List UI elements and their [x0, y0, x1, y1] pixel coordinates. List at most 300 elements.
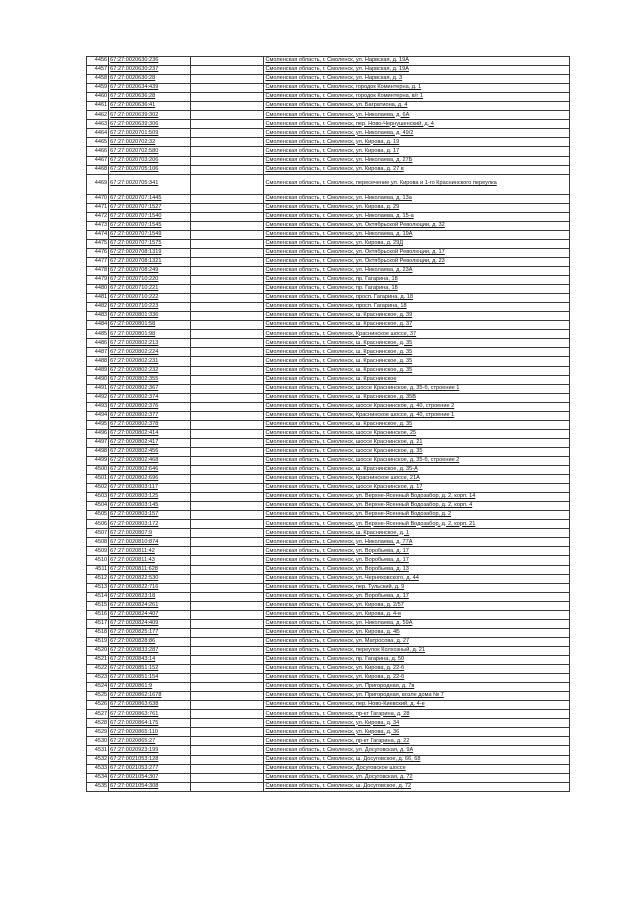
cadastral-number-cell: [109, 701, 191, 710]
empty-cell: [190, 601, 264, 610]
cadastral-number-cell: [109, 737, 191, 746]
empty-cell: [190, 66, 264, 75]
table-row: [87, 674, 570, 683]
empty-cell: [190, 221, 264, 230]
cadastral-number-cell-text: 67:27:0020863:638: [110, 701, 159, 708]
address-cell-text: Смоленская область, г. Смоленск, ул. Николаева, д. 13а: [265, 194, 412, 201]
address-cell-text: Смоленская область, г. Смоленск, ул. Воробьева, д. 17: [265, 556, 409, 563]
cadastral-number-cell-text: 67:27:0020822:530: [110, 574, 159, 581]
address-cell: [264, 120, 570, 129]
address-cell: [264, 583, 570, 592]
cadastral-number-cell-text: 67:27:0020703:206: [110, 156, 159, 163]
cadastral-number-cell: [109, 475, 191, 484]
empty-cell: [190, 710, 264, 719]
cadastral-number-cell-text: 67:27:0020707:1545: [110, 221, 162, 228]
table-row: [87, 339, 570, 348]
row-number-cell: 4516: [87, 610, 109, 619]
cadastral-number-cell-text: 67:27:0020802:374: [110, 393, 159, 400]
address-cell: [264, 574, 570, 583]
cadastral-number-cell-text: 67:27:0020802:232: [110, 366, 159, 373]
cadastral-number-cell: [109, 692, 191, 701]
table-row: [87, 511, 570, 520]
table-row: [87, 194, 570, 203]
address-cell-text: Смоленская область, г. Смоленск, Краснинское шоссе, 37: [265, 330, 417, 337]
empty-cell: [190, 165, 264, 174]
row-number-cell: 4526: [87, 701, 109, 710]
cadastral-number-cell-text: 67:27:0020707:1575: [110, 240, 162, 247]
address-cell-text: Смоленская область, г. Смоленск, ул. Верхне-Ясенный Водозабор, д. 2: [265, 511, 452, 518]
table-row: [87, 728, 570, 737]
cadastral-number-cell: [109, 466, 191, 475]
address-cell: [264, 646, 570, 655]
row-number-cell: 4507: [87, 529, 109, 538]
row-number-cell: 4503: [87, 493, 109, 502]
address-cell: [264, 420, 570, 429]
row-number-cell: 4500: [87, 466, 109, 475]
cadastral-number-cell-text: 67:27:0020865:27: [110, 737, 156, 744]
empty-cell: [190, 248, 264, 257]
address-cell-text: Смоленская область, г. Смоленск, пр. Гагарина, 18: [265, 285, 398, 292]
empty-cell: [190, 556, 264, 565]
row-number-cell: 4524: [87, 683, 109, 692]
table-row: [87, 447, 570, 456]
cadastral-number-cell: [109, 138, 191, 147]
cadastral-number-cell-text: 67:27:0020824:407: [110, 610, 159, 617]
table-row: [87, 330, 570, 339]
row-number-cell: 4470: [87, 194, 109, 203]
empty-cell: [190, 339, 264, 348]
address-cell: [264, 592, 570, 601]
address-cell: [264, 601, 570, 610]
address-cell: [264, 511, 570, 520]
address-cell: [264, 520, 570, 529]
cadastral-number-cell: [109, 529, 191, 538]
address-cell-text: Смоленская область, г. Смоленск, ул. Досуговская, д. 72: [265, 773, 413, 780]
address-cell: [264, 728, 570, 737]
table-row: [87, 701, 570, 710]
table-row: [87, 710, 570, 719]
cadastral-number-cell: [109, 411, 191, 420]
cadastral-number-cell: [109, 156, 191, 165]
cadastral-number-cell-text: 67:27:0020630:236: [110, 57, 159, 64]
address-cell-text: Смоленская область, г. Смоленск, ш. Досуговское, д. 72: [265, 782, 412, 789]
address-cell: [264, 75, 570, 84]
address-cell: [264, 701, 570, 710]
address-cell-text: Смоленская область, г. Смоленск, Краснинское шоссе, 21А: [265, 475, 420, 482]
address-cell-text: Смоленская область, г. Смоленск, пр. Гагарина, 18: [265, 276, 398, 283]
address-cell: [264, 348, 570, 357]
address-cell: [264, 203, 570, 212]
address-cell-text: Смоленская область, г. Смоленск, ул. Нарвская, д. 19А: [265, 66, 409, 73]
table-row: [87, 120, 570, 129]
address-cell: [264, 230, 570, 239]
cadastral-number-cell: [109, 203, 191, 212]
address-cell-text: Смоленская область, г. Смоленск, ш. Краснинское, д. 35: [265, 357, 413, 364]
empty-cell: [190, 674, 264, 683]
address-cell-text: Смоленская область, г. Смоленск, ул. Кирова, д. 27 в: [265, 165, 404, 172]
row-number-cell: 4482: [87, 303, 109, 312]
row-number-cell: 4504: [87, 502, 109, 511]
table-row: [87, 420, 570, 429]
address-cell-text: Смоленская область, г. Смоленск, пер. Ново-Киевский, д. 4-е: [265, 701, 425, 708]
address-cell-text: Смоленская область, г. Смоленск, ул. Воробьева, д. 17: [265, 547, 409, 554]
cadastral-number-cell: [109, 366, 191, 375]
cadastral-number-cell-text: 67:27:0020710:223: [110, 303, 159, 310]
cadastral-number-cell-text: 67:27:0020811:628: [110, 565, 158, 572]
row-number-cell: 4529: [87, 728, 109, 737]
table-row: [87, 665, 570, 674]
table-row: [87, 276, 570, 285]
address-cell: [264, 375, 570, 384]
cadastral-number-cell: [109, 674, 191, 683]
address-cell-text: Смоленская область, г. Смоленск, ул. Николаева, д. 23А: [265, 267, 413, 274]
cadastral-number-cell: [109, 764, 191, 773]
address-cell: [264, 782, 570, 791]
row-number-cell: 4518: [87, 628, 109, 637]
address-cell: [264, 294, 570, 303]
row-number-cell: 4496: [87, 429, 109, 438]
cadastral-number-cell: [109, 438, 191, 447]
register-table: [86, 56, 570, 792]
empty-cell: [190, 475, 264, 484]
empty-cell: [190, 656, 264, 665]
cadastral-number-cell-text: 67:27:0020803:125: [110, 493, 159, 500]
address-cell: [264, 429, 570, 438]
cadastral-number-cell: [109, 276, 191, 285]
cadastral-number-cell: [109, 129, 191, 138]
cadastral-number-cell: [109, 212, 191, 221]
cadastral-number-cell-text: 67:27:0020864:175: [110, 719, 159, 726]
address-cell-text: Смоленская область, г. Смоленск, пр-кт Гагарина, д. 22: [265, 737, 410, 744]
cadastral-number-cell: [109, 610, 191, 619]
address-cell: [264, 156, 570, 165]
cadastral-number-cell-text: 67:27:0020825:177: [110, 629, 159, 636]
cadastral-number-cell: [109, 93, 191, 102]
empty-cell: [190, 646, 264, 655]
cadastral-number-cell: [109, 194, 191, 203]
row-number-cell: 4460: [87, 93, 109, 102]
address-cell-text: Смоленская область, г. Смоленск, пр. Гагарина, д. 50: [265, 656, 405, 663]
row-number-cell: 4517: [87, 619, 109, 628]
address-cell-text: Смоленская область, г. Смоленск, ул. Матросова, д. 27: [265, 638, 410, 645]
cadastral-number-cell-text: 67:27:0020833:287: [110, 647, 159, 654]
cadastral-number-cell-text: 67:27:0020630:237: [110, 66, 159, 73]
empty-cell: [190, 493, 264, 502]
row-number-cell: 4535: [87, 782, 109, 791]
cadastral-number-cell: [109, 719, 191, 728]
table-row: [87, 212, 570, 221]
cadastral-number-cell: [109, 583, 191, 592]
table-row: [87, 646, 570, 655]
cadastral-number-cell: [109, 402, 191, 411]
row-number-cell: 4459: [87, 84, 109, 93]
address-cell-text: Смоленская область, г. Смоленск, Досуговское шоссе: [265, 764, 406, 771]
cadastral-number-cell-text: 67:27:0020707:1549: [110, 231, 162, 238]
empty-cell: [190, 257, 264, 266]
table-row: [87, 303, 570, 312]
row-number-cell: 4483: [87, 312, 109, 321]
cadastral-number-cell-text: 67:27:0020863:761: [110, 710, 159, 717]
address-cell-text: Смоленская область, г. Смоленск, шоссе Краснинское, 25: [265, 430, 417, 437]
address-cell-text: Смоленская область, г. Смоленск, ул. Воробьева, д. 13: [265, 565, 409, 572]
empty-cell: [190, 420, 264, 429]
row-number-cell: 4522: [87, 665, 109, 674]
empty-cell: [190, 203, 264, 212]
empty-cell: [190, 285, 264, 294]
cadastral-number-cell-text: 67:27:0020807:9: [110, 529, 153, 536]
empty-cell: [190, 764, 264, 773]
address-cell-text: Смоленская область, г. Смоленск, ш. Краснинское, д. 35В: [265, 393, 416, 400]
table-row: [87, 147, 570, 156]
table-row: [87, 321, 570, 330]
address-cell-text: Смоленская область, г. Смоленск, ул. Николаева, д. 27Б: [265, 156, 413, 163]
address-cell-text: Смоленская область, г. Смоленск, шоссе Краснинское, д. 35: [265, 448, 423, 455]
address-cell: [264, 321, 570, 330]
address-cell-text: Смоленская область, г. Смоленск, ул. Верхне-Ясенный Водозабор, д. 2, корп. 14: [265, 493, 476, 500]
address-cell-text: Смоленская область, г. Смоленск, просп. Гагарина, 18: [265, 303, 407, 310]
cadastral-number-cell-text: 67:27:0020708:1319: [110, 249, 162, 256]
table-row: [87, 493, 570, 502]
empty-cell: [190, 773, 264, 782]
cadastral-number-cell: [109, 348, 191, 357]
address-cell: [264, 257, 570, 266]
row-number-cell: 4521: [87, 656, 109, 665]
address-cell-text: Смоленская область, г. Смоленск, ш. Краснинское: [265, 375, 397, 382]
address-cell: [264, 674, 570, 683]
cadastral-number-cell: [109, 773, 191, 782]
address-cell-text: Смоленская область, г. Смоленск, городок Коминтерна, д. 1: [265, 84, 422, 91]
table-row: [87, 129, 570, 138]
cadastral-number-cell-text: 67:27:0020802:355: [110, 375, 159, 382]
cadastral-number-cell: [109, 147, 191, 156]
row-number-cell: 4527: [87, 710, 109, 719]
empty-cell: [190, 701, 264, 710]
cadastral-number-cell-text: 67:27:0020810:874: [110, 538, 159, 545]
cadastral-number-cell-text: 67:27:0020802:468: [110, 457, 159, 464]
address-cell: [264, 628, 570, 637]
row-number-cell: 4523: [87, 674, 109, 683]
empty-cell: [190, 520, 264, 529]
cadastral-number-cell-text: 67:27:0020802:456: [110, 448, 159, 455]
cadastral-number-cell-text: 67:27:0020701:509: [110, 129, 159, 136]
address-cell: [264, 147, 570, 156]
address-cell: [264, 384, 570, 393]
cadastral-number-cell: [109, 520, 191, 529]
address-cell-text: Смоленская область, г. Смоленск, шоссе Краснинское, д. 21: [265, 439, 423, 446]
row-number-cell: 4508: [87, 538, 109, 547]
cadastral-number-cell: [109, 601, 191, 610]
table-row: [87, 773, 570, 782]
cadastral-number-cell: [109, 393, 191, 402]
cadastral-number-cell-text: 67:27:0020708:249: [110, 267, 159, 274]
cadastral-number-cell-text: 67:27:0020802:646: [110, 466, 159, 473]
row-number-cell: 4478: [87, 266, 109, 275]
cadastral-number-cell: [109, 755, 191, 764]
cadastral-number-cell: [109, 656, 191, 665]
row-number-cell: 4501: [87, 475, 109, 484]
address-cell: [264, 93, 570, 102]
address-cell: [264, 194, 570, 203]
row-number-cell: 4471: [87, 203, 109, 212]
empty-cell: [190, 57, 264, 66]
address-cell: [264, 111, 570, 120]
table-row: [87, 230, 570, 239]
empty-cell: [190, 574, 264, 583]
cadastral-number-cell-text: 67:27:0020823:18: [110, 592, 156, 599]
address-cell-text: Смоленская область, г. Смоленск, городок Коминтерна, в/г 1: [265, 93, 424, 100]
address-cell-text: Смоленская область, г. Смоленск, ул. Кирова, д. 22-б: [265, 665, 405, 672]
empty-cell: [190, 511, 264, 520]
cadastral-number-cell-text: 67:27:0020862:1678: [110, 692, 162, 699]
table-row: [87, 174, 570, 194]
address-cell: [264, 737, 570, 746]
cadastral-number-cell: [109, 456, 191, 465]
cadastral-number-cell: [109, 637, 191, 646]
cadastral-number-cell: [109, 75, 191, 84]
table-row: [87, 692, 570, 701]
address-cell: [264, 312, 570, 321]
empty-cell: [190, 402, 264, 411]
table-row: [87, 628, 570, 637]
empty-cell: [190, 456, 264, 465]
address-cell: [264, 285, 570, 294]
cadastral-number-cell: [109, 248, 191, 257]
table-row: [87, 574, 570, 583]
row-number-cell: 4472: [87, 212, 109, 221]
table-row: [87, 348, 570, 357]
row-number-cell: 4493: [87, 402, 109, 411]
cadastral-number-cell: [109, 339, 191, 348]
table-row: [87, 601, 570, 610]
row-number-cell: 4520: [87, 646, 109, 655]
cadastral-number-cell-text: 67:27:0020707:1527: [110, 203, 162, 210]
address-cell-text: Смоленская область, г. Смоленск, ул. Пригородная, возле дома № 7: [265, 692, 444, 699]
empty-cell: [190, 728, 264, 737]
cadastral-number-cell-text: 67:27:0020802:696: [110, 475, 159, 482]
row-number-cell: 4462: [87, 111, 109, 120]
address-cell-text: Смоленская область, г. Смоленск, ул. Верхне-Ясенный Водозабор, д. 2, корп. 4: [265, 502, 473, 509]
row-number-cell: 4515: [87, 601, 109, 610]
address-cell: [264, 221, 570, 230]
address-cell-text: Смоленская область, г. Смоленск, ул. Кирова, д. 22-б: [265, 674, 405, 681]
cadastral-number-cell-text: 67:27:0020802:417: [110, 439, 159, 446]
cadastral-number-cell-text: 67:27:0020851:152: [110, 665, 159, 672]
cadastral-number-cell: [109, 619, 191, 628]
row-number-cell: 4456: [87, 57, 109, 66]
table-row: [87, 466, 570, 475]
cadastral-number-cell-text: 67:27:0020705:106: [110, 165, 159, 172]
table-row: [87, 366, 570, 375]
empty-cell: [190, 212, 264, 221]
address-cell-text: Смоленская область, г. Смоленск, ш. Досуговское, д. 66, 68: [265, 755, 421, 762]
address-cell-text: Смоленская область, г. Смоленск, пересечение ул. Кирова и 1-го Краснинского переулка: [265, 180, 497, 187]
table-row: [87, 538, 570, 547]
row-number-cell: 4458: [87, 75, 109, 84]
cadastral-number-cell: [109, 556, 191, 565]
empty-cell: [190, 120, 264, 129]
cadastral-number-cell-text: 67:27:0020822:716: [110, 583, 159, 590]
cadastral-number-cell: [109, 538, 191, 547]
table-row: [87, 312, 570, 321]
address-cell-text: Смоленская область, г. Смоленск, ш. Краснинское, д. 35: [265, 421, 413, 427]
cadastral-number-cell-text: 67:27:0020802:378: [110, 421, 159, 427]
empty-cell: [190, 637, 264, 646]
table-row: [87, 384, 570, 393]
address-cell-text: Смоленская область, г. Смоленск, ул. Кирова, д. 19: [265, 138, 400, 145]
address-cell: [264, 683, 570, 692]
address-cell-text: Смоленская область, г. Смоленск, ул. Черняховского, д. 44: [265, 574, 419, 581]
cadastral-number-cell: [109, 493, 191, 502]
cadastral-number-cell-text: 67:27:0020828:86: [110, 638, 156, 645]
table-row: [87, 375, 570, 384]
address-cell-text: Смоленская область, г. Смоленск, ул. Верхне-Ясенный Водозабор, д. 2, корп. 21: [265, 520, 476, 527]
empty-cell: [190, 303, 264, 312]
address-cell-text: Смоленская область, г. Смоленск, ул. Нарвская, д. 19А: [265, 57, 409, 64]
empty-cell: [190, 384, 264, 393]
address-cell-text: Смоленская область, г. Смоленск, ул. Кирова, д. 2/57: [265, 601, 404, 608]
table-row: [87, 565, 570, 574]
cadastral-number-cell-text: 67:27:0020801:98: [110, 330, 156, 337]
table-row: [87, 683, 570, 692]
row-number-cell: 4463: [87, 120, 109, 129]
address-cell: [264, 447, 570, 456]
table-row: [87, 456, 570, 465]
row-number-cell: 4464: [87, 129, 109, 138]
table-row: [87, 221, 570, 230]
address-cell: [264, 547, 570, 556]
address-cell: [264, 475, 570, 484]
empty-cell: [190, 129, 264, 138]
row-number-cell: 4530: [87, 737, 109, 746]
empty-cell: [190, 348, 264, 357]
table-row: [87, 592, 570, 601]
row-number-cell: 4488: [87, 357, 109, 366]
address-cell-text: Смоленская область, г. Смоленск, ул. Николаева, д. 77А: [265, 538, 413, 545]
table-row: [87, 475, 570, 484]
address-cell-text: Смоленская область, г. Смоленск, ш. Краснинское, д. 35-А: [265, 466, 418, 473]
cadastral-number-cell: [109, 746, 191, 755]
empty-cell: [190, 156, 264, 165]
empty-cell: [190, 366, 264, 375]
cadastral-number-cell-text: 67:27:0020811:42: [110, 547, 155, 554]
row-number-cell: 4511: [87, 565, 109, 574]
empty-cell: [190, 746, 264, 755]
empty-cell: [190, 138, 264, 147]
row-number-cell: 4461: [87, 102, 109, 111]
row-number-cell: 4475: [87, 239, 109, 248]
address-cell: [264, 665, 570, 674]
table-row: [87, 719, 570, 728]
cadastral-number-cell: [109, 165, 191, 174]
address-cell-text: Смоленская область, г. Смоленск, ул. Николаева, д. 6А: [265, 111, 410, 118]
cadastral-number-cell: [109, 547, 191, 556]
row-number-cell: 4465: [87, 138, 109, 147]
cadastral-number-cell-text: 67:27:0020702:32: [110, 138, 156, 145]
address-cell: [264, 276, 570, 285]
cadastral-number-cell-text: 67:27:0020861:9: [110, 683, 153, 690]
cadastral-number-cell: [109, 710, 191, 719]
address-cell-text: Смоленская область, г. Смоленск, Краснинское шоссе, д. 40, строение 1: [265, 411, 455, 418]
empty-cell: [190, 93, 264, 102]
cadastral-number-cell: [109, 592, 191, 601]
empty-cell: [190, 411, 264, 420]
row-number-cell: 4519: [87, 637, 109, 646]
row-number-cell: 4497: [87, 438, 109, 447]
cadastral-number-cell: [109, 285, 191, 294]
cadastral-number-cell-text: 67:27:0020824:261: [110, 601, 159, 608]
address-cell-text: Смоленская область, г. Смоленск, ш. Краснинское, д. 39: [265, 312, 413, 319]
cadastral-number-cell-text: 67:27:0020639:302: [110, 111, 159, 118]
